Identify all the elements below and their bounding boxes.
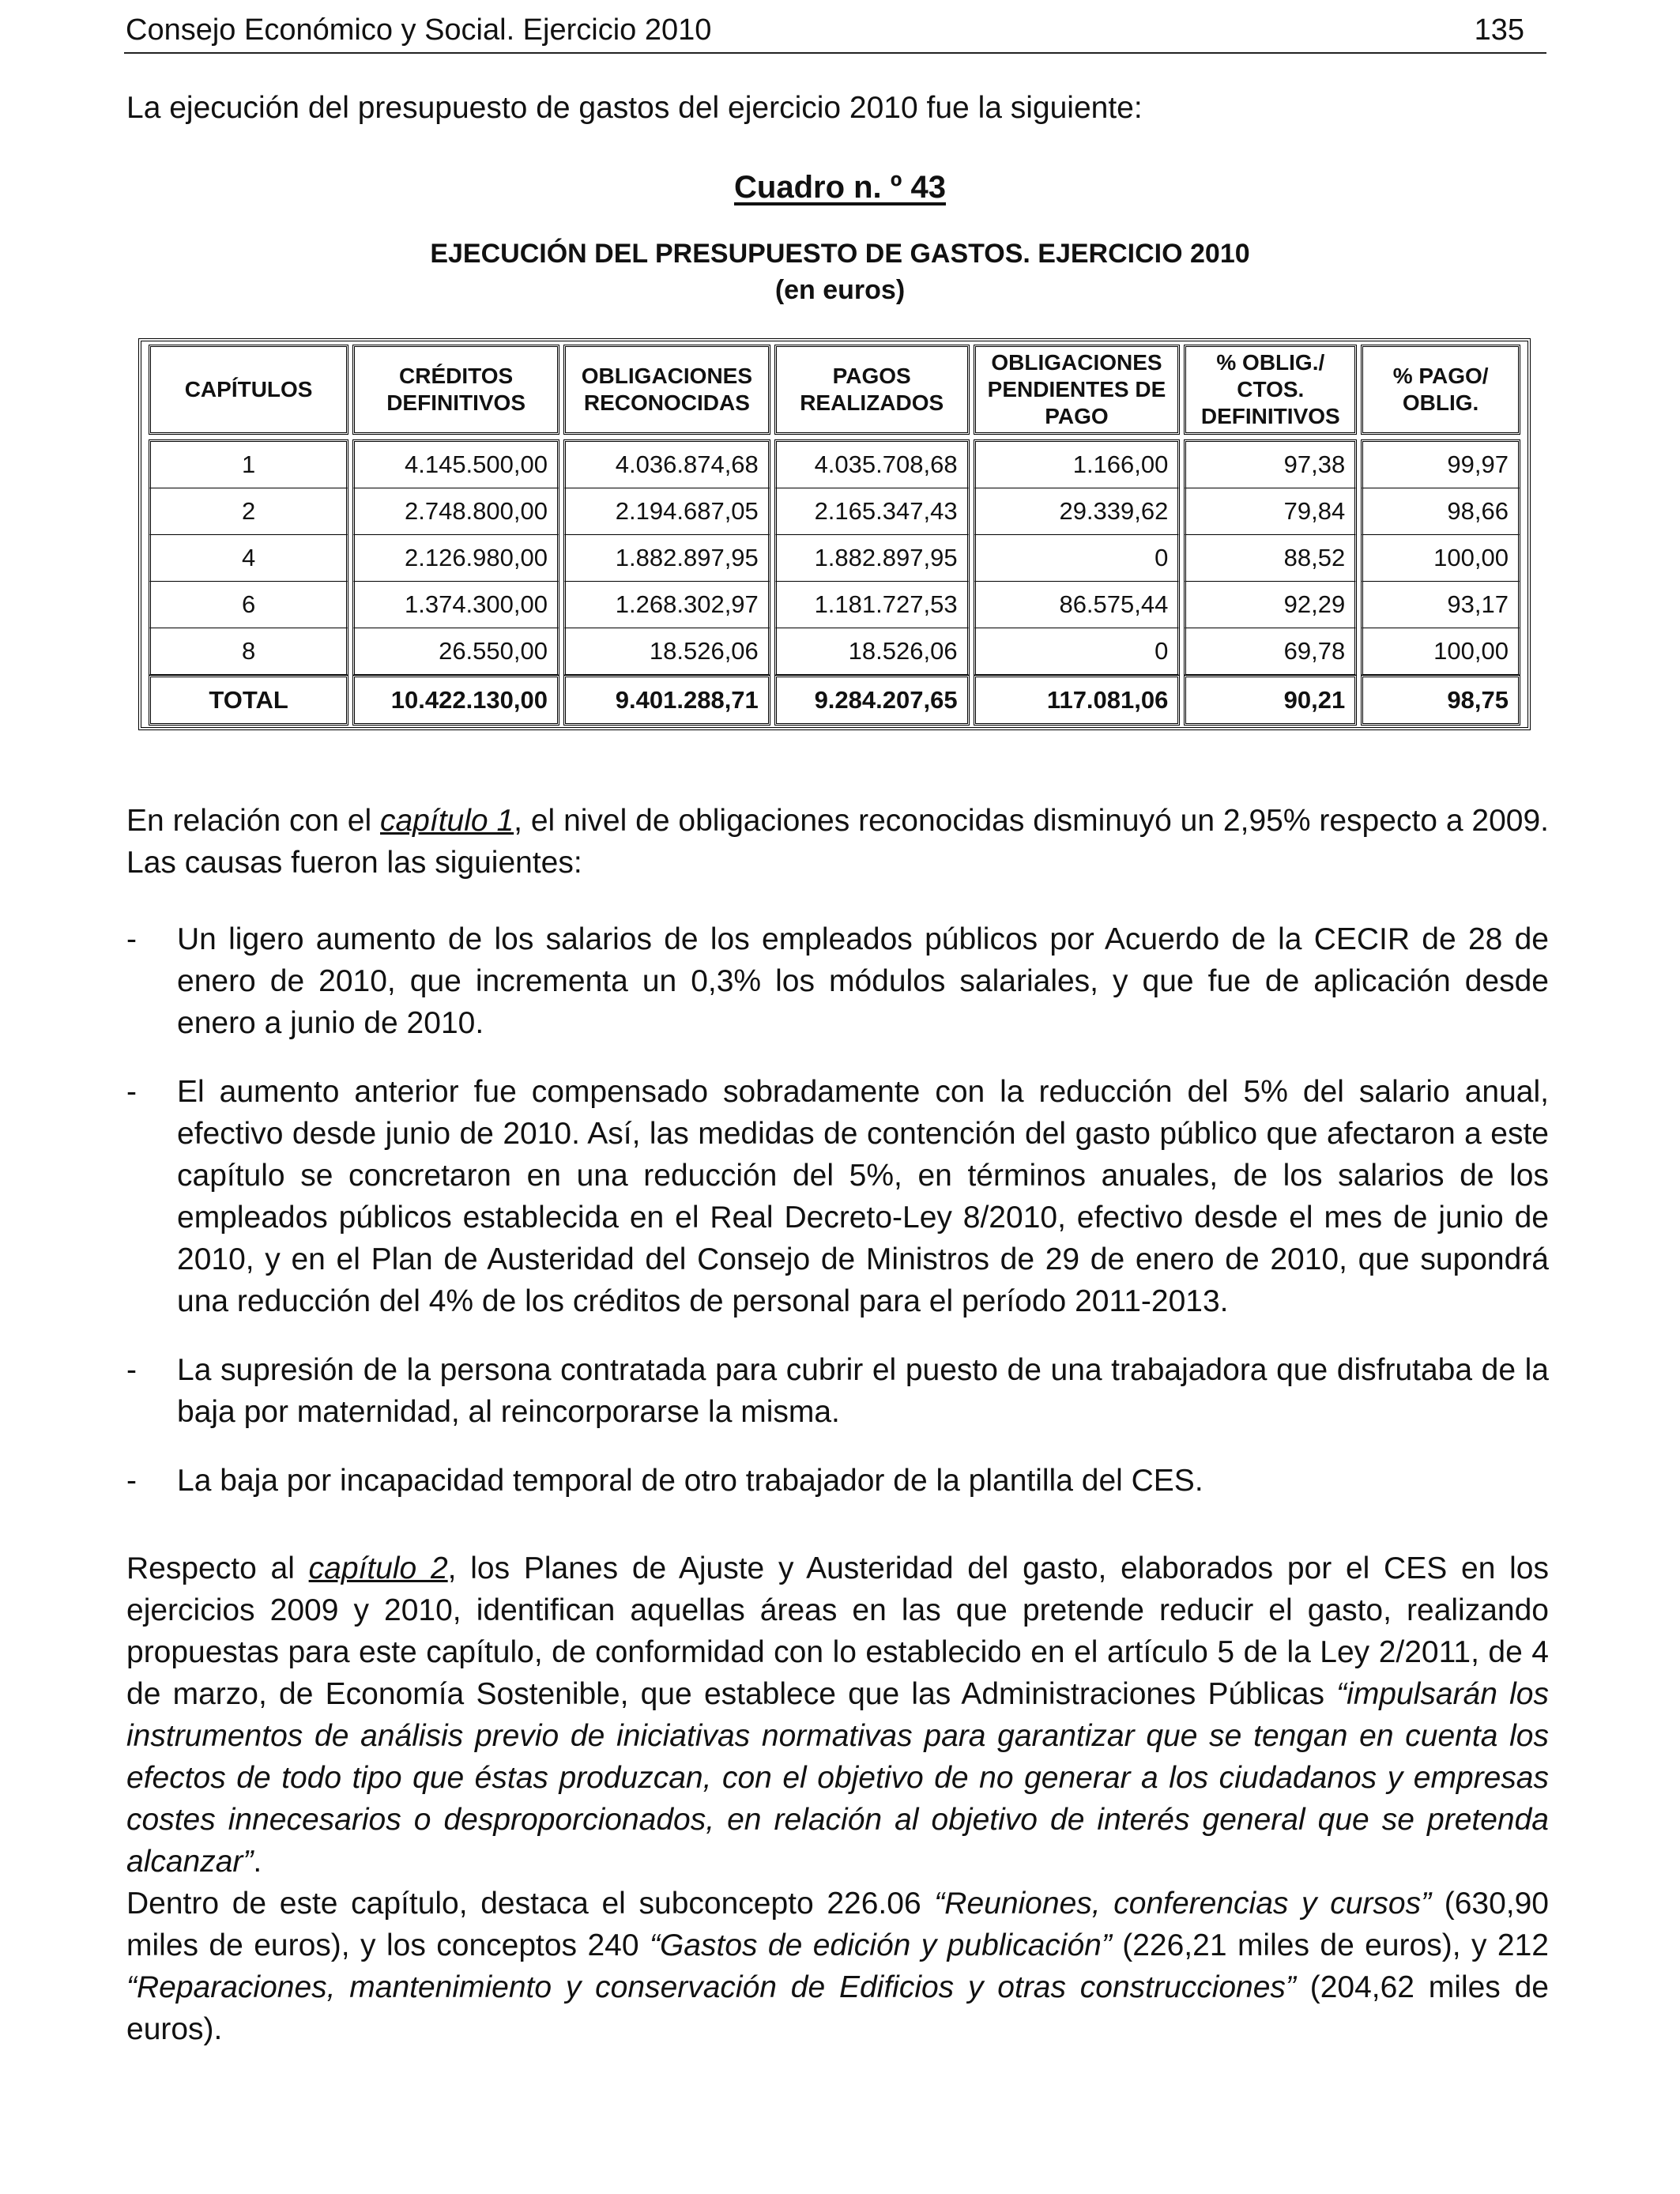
table-cell: 1.181.727,53 <box>774 582 970 628</box>
intro-sentence: La ejecución del presupuesto de gastos del ejercicio 2010 fue la siguiente: <box>126 91 1143 125</box>
table-cell: 1.374.300,00 <box>352 582 559 628</box>
table-total-row <box>149 675 1520 726</box>
table-cell: 18.526,06 <box>563 628 770 675</box>
table-cell: 0 <box>974 535 1181 582</box>
column-header: CRÉDITOS DEFINITIVOS <box>352 345 559 435</box>
table-cell: 2.165.347,43 <box>774 488 970 535</box>
running-header <box>124 8 1546 54</box>
table-cell: 100,00 <box>1361 535 1520 582</box>
list-item-text: Un ligero aumento de los salarios de los empleados públicos por Acuerdo de la CECIR de 28 de enero de 2010, que incrementa un 0,3% los módulos salariales, y que fue de aplicación desde enero a junio de 2010. <box>177 922 1549 1040</box>
column-header: OBLIGACIONES PENDIENTES DE PAGO <box>974 345 1181 435</box>
table-header-row <box>149 345 1520 435</box>
list-item <box>126 1460 1549 1502</box>
paragraph-capitulo-1 <box>126 800 1549 884</box>
bullet-dash: - <box>126 1464 137 1498</box>
column-header: PAGOS REALIZADOS <box>774 345 970 435</box>
total-cell: 98,75 <box>1361 675 1520 726</box>
paragraph-capitulo-2 <box>126 1547 1549 1883</box>
table-cell: 93,17 <box>1361 582 1520 628</box>
list-item <box>126 918 1549 1044</box>
paragraph-text: (204,62 miles de euros). <box>126 1970 1549 2046</box>
table-cell: 2.748.800,00 <box>352 488 559 535</box>
table-cell: 99,97 <box>1361 439 1520 488</box>
table-cell: 92,29 <box>1184 582 1357 628</box>
paragraph-text: (630,90 miles de euros), y los conceptos 240 <box>126 1887 1549 1962</box>
table-cell: 4.036.874,68 <box>563 439 770 488</box>
table-cell: 4 <box>149 535 348 582</box>
bullet-dash: - <box>126 1075 137 1109</box>
total-cell: 9.401.288,71 <box>563 675 770 726</box>
chapter-reference: capítulo 2 <box>308 1551 448 1585</box>
table-cell: 2.194.687,05 <box>563 488 770 535</box>
table-cell: 98,66 <box>1361 488 1520 535</box>
table-cell: 1 <box>149 439 348 488</box>
list-item <box>126 1349 1549 1433</box>
paragraph-text: En relación con el <box>126 804 380 838</box>
list-item-text: La supresión de la persona contratada para cubrir el puesto de una trabajadora que disfrutaba de la baja por maternidad, al reincorporarse la misma. <box>177 1353 1549 1429</box>
table-cell: 18.526,06 <box>774 628 970 675</box>
table-cell: 88,52 <box>1184 535 1357 582</box>
bullet-dash: - <box>126 922 137 956</box>
total-cell: 10.422.130,00 <box>352 675 559 726</box>
table-cell: 1.882.897,95 <box>774 535 970 582</box>
column-header: OBLIGACIONES RECONOCIDAS <box>563 345 770 435</box>
total-cell: 90,21 <box>1184 675 1357 726</box>
table-row <box>149 488 1520 535</box>
table-cell: 86.575,44 <box>974 582 1181 628</box>
concept-quote: “Reparaciones, mantenimiento y conservación de Edificios y otras construcciones” <box>126 1970 1296 2004</box>
table-cell: 97,38 <box>1184 439 1357 488</box>
budget-table-frame <box>138 338 1531 730</box>
paragraph-text: (226,21 miles de euros), y 212 <box>1111 1928 1549 1962</box>
paragraph-text: Dentro de este capítulo, destaca el subconcepto 226.06 <box>126 1887 935 1921</box>
table-title: EJECUCIÓN DEL PRESUPUESTO DE GASTOS. EJERCICIO 2010 <box>430 239 1250 269</box>
table-row <box>149 628 1520 675</box>
paragraph-subconceptos <box>126 1883 1549 2050</box>
table-heading <box>0 236 1680 308</box>
chapter-reference: capítulo 1 <box>379 804 514 838</box>
total-cell: 9.284.207,65 <box>774 675 970 726</box>
table-cell: 6 <box>149 582 348 628</box>
table-cell: 79,84 <box>1184 488 1357 535</box>
table-cell: 69,78 <box>1184 628 1357 675</box>
paragraph-text: . <box>253 1845 262 1879</box>
table-cell: 100,00 <box>1361 628 1520 675</box>
concept-quote: “Gastos de edición y publicación” <box>649 1928 1112 1962</box>
table-cell: 26.550,00 <box>352 628 559 675</box>
paragraph-text: , los Planes de Ajuste y Austeridad del gasto, elaborados por el CES en los ejercicios 2009 y 2010, identifican aquellas áreas en las que pretende reducir el gasto, realizando propuestas para este capítulo, de conformidad con lo establecido en el artículo 5 de la Ley 2/2011, de 4 de marzo, de Economía Sostenible, que establece que las Administraciones Públicas <box>126 1551 1549 1711</box>
table-row <box>149 439 1520 488</box>
table-subtitle: (en euros) <box>774 275 906 305</box>
table-cell: 2.126.980,00 <box>352 535 559 582</box>
table-number-label: Cuadro n. º 43 <box>734 170 946 205</box>
page-number: 135 <box>1474 13 1524 47</box>
list-item-text: El aumento anterior fue compensado sobradamente con la reducción del 5% del salario anual, efectivo desde junio de 2010. Así, las medidas de contención del gasto público que afectaron a este capítulo se concretaron en una reducción del 5%, en términos anuales, de los salarios de los empleados públicos establecida en el Real Decreto-Ley 8/2010, efectivo desde el mes de junio de 2010, y en el Plan de Austeridad del Consejo de Ministros de 29 de enero de 2010, que supondrá una reducción del 4% de los créditos de personal para el período 2011-2013. <box>177 1075 1549 1318</box>
table-number <box>0 166 1680 209</box>
table-cell: 29.339,62 <box>974 488 1181 535</box>
table-row <box>149 535 1520 582</box>
total-cell: 117.081,06 <box>974 675 1181 726</box>
budget-execution-table <box>145 345 1524 726</box>
column-header: CAPÍTULOS <box>149 345 348 435</box>
table-cell: 4.035.708,68 <box>774 439 970 488</box>
table-cell: 1.882.897,95 <box>563 535 770 582</box>
table-cell: 8 <box>149 628 348 675</box>
column-header: % OBLIG./ CTOS. DEFINITIVOS <box>1184 345 1357 435</box>
header-title: Consejo Económico y Social. Ejercicio 2010 <box>126 13 712 47</box>
table-cell: 4.145.500,00 <box>352 439 559 488</box>
table-cell: 2 <box>149 488 348 535</box>
paragraph-text: Respecto al <box>126 1551 309 1585</box>
law-quote: “impulsarán los instrumentos de análisis previo de iniciativas normativas para garantizar que se tengan en cuenta los efectos de todo tipo que éstas produzcan, con el objetivo de no generar a los ciudadanos y empresas costes innecesarios o desproporcionados, en relación al objetivo de interés general que se pretenda alcanzar” <box>126 1677 1549 1879</box>
column-header: % PAGO/ OBLIG. <box>1361 345 1520 435</box>
table-cell: 1.166,00 <box>974 439 1181 488</box>
list-item-text: La baja por incapacidad temporal de otro trabajador de la plantilla del CES. <box>177 1464 1203 1498</box>
table-cell: 1.268.302,97 <box>563 582 770 628</box>
concept-quote: “Reuniones, conferencias y cursos” <box>934 1887 1432 1921</box>
bullet-dash: - <box>126 1353 137 1387</box>
paragraph-text: , el nivel de obligaciones reconocidas disminuyó un 2,95% respecto a 2009. Las causas fueron las siguientes: <box>126 804 1549 880</box>
total-label: TOTAL <box>149 675 348 726</box>
list-item <box>126 1071 1549 1322</box>
table-cell: 0 <box>974 628 1181 675</box>
table-row <box>149 582 1520 628</box>
bullet-list <box>126 918 1549 1502</box>
